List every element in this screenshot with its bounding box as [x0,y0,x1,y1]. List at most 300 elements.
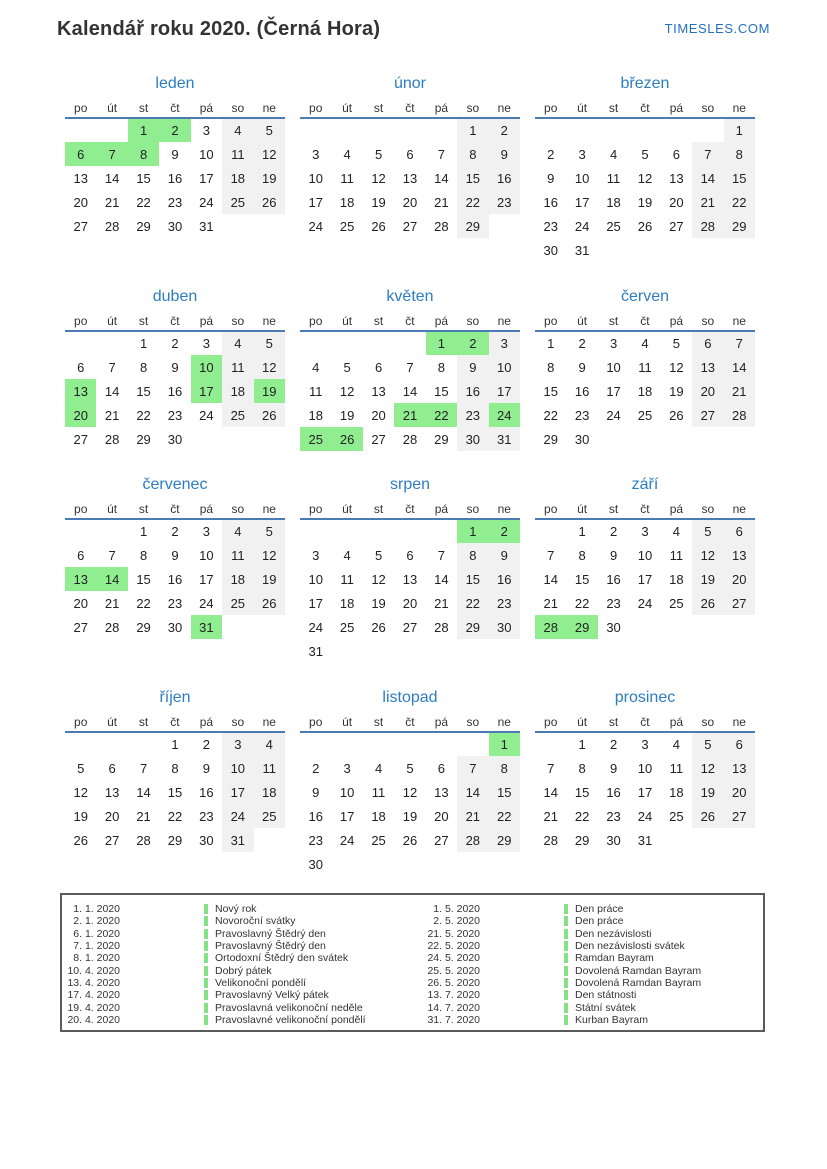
day-cell-empty [65,519,96,543]
week-row [65,756,285,780]
day-cell: 4 [222,331,253,355]
weekday-label: so [222,499,253,519]
weekday-header [65,98,285,118]
day-cell-empty [629,615,660,639]
day-cell: 7 [457,756,488,780]
day-cell: 25 [637,407,653,423]
day-cell: 19 [371,595,386,611]
day-cell: 30 [543,242,558,258]
day-cell: 30 [457,427,488,451]
day-cell: 25 [669,595,684,611]
day-cell: 16 [574,383,590,399]
day-cell: 22 [457,190,488,214]
day-cell: 21 [104,407,120,423]
legend-item [62,977,422,989]
day-cell-empty [629,238,660,262]
day-cell: 15 [574,784,590,800]
legend-holiday-name: Ramdan Bayram [575,952,654,965]
day-cell: 26 [254,591,285,615]
week-row [535,756,755,780]
day-cell: 24 [637,595,653,611]
legend-date: 2. 5. 2020 [433,915,480,928]
day-cell: 27 [371,431,386,447]
day-cell-empty [692,615,723,639]
weekday-label: čt [159,311,190,331]
day-cell-empty [331,519,362,543]
weekday-label: pá [661,499,692,519]
legend-holiday-name: Ortodoxní Štědrý den svátek [215,952,349,965]
month-calendar-srpen [300,476,520,663]
day-cell: 24 [637,808,653,824]
day-cell-empty [254,615,285,639]
day-cell-empty [363,331,394,355]
legend-item [422,915,763,927]
day-cell: 28 [402,431,418,447]
week-row [300,142,520,166]
day-cell: 27 [724,591,755,615]
month-table [65,499,285,639]
week-row [300,403,520,427]
legend-box [60,893,765,1032]
day-cell: 23 [308,832,323,848]
day-cell: 14 [543,784,558,800]
day-cell: 17 [308,194,323,210]
legend-color-bar [564,1015,568,1025]
day-cell: 29 [457,214,488,238]
day-cell: 27 [73,218,88,234]
day-cell-empty [222,615,253,639]
week-row [535,780,755,804]
legend-color-bar [204,953,208,963]
day-cell: 26 [371,218,386,234]
day-cell: 20 [402,595,418,611]
day-cell-empty [363,852,394,876]
day-cell: 28 [692,214,723,238]
day-cell: 29 [167,832,183,848]
day-cell: 30 [167,218,183,234]
week-row [65,142,285,166]
legend-holiday-name: Den nezávislosti svátek [575,940,685,953]
day-cell: 29 [434,431,449,447]
day-cell-empty [661,828,692,852]
day-cell-empty [692,828,723,852]
weekday-label: čt [159,98,190,118]
month-weeks [65,732,285,852]
week-row [65,615,285,639]
month-title: říjen [159,689,191,706]
day-cell: 10 [308,170,323,186]
day-cell-empty [629,427,660,451]
weekday-label: út [566,98,597,118]
legend-holiday-name: Dobrý pátek [215,964,272,977]
legend-holiday-name: Pravoslavný Štědrý den [215,927,326,940]
week-row [300,732,520,756]
day-cell: 23 [489,190,520,214]
day-cell: 2 [547,146,555,162]
month-weeks [300,118,520,238]
week-row [65,519,285,543]
day-cell-empty [65,732,96,756]
day-cell: 10 [222,756,253,780]
legend-date: 31. 7. 2020 [427,1013,480,1026]
week-row [535,403,755,427]
day-cell-empty [535,519,566,543]
day-cell: 22 [136,407,151,423]
day-cell: 15 [543,383,558,399]
legend-item [422,977,763,989]
day-cell-empty [65,331,96,355]
weekday-label: so [457,499,488,519]
day-cell: 14 [136,784,151,800]
day-cell: 3 [489,331,520,355]
day-cell: 12 [371,170,386,186]
day-cell: 20 [371,407,386,423]
legend-item [62,940,422,952]
day-cell: 4 [343,547,351,563]
week-row [65,591,285,615]
day-cell: 20 [402,194,418,210]
day-cell: 17 [222,780,253,804]
legend-column [62,903,422,1030]
day-cell: 23 [606,595,621,611]
week-row [300,756,520,780]
day-cell: 15 [136,383,151,399]
day-cell: 2 [457,331,488,355]
day-cell: 13 [65,567,96,591]
day-cell: 13 [104,784,120,800]
month-title: září [631,476,659,493]
week-row [300,519,520,543]
weekday-header [535,499,755,519]
day-cell: 17 [606,383,621,399]
month-calendar-červenec [65,476,285,639]
legend-date: 2. 1. 2020 [73,915,120,928]
day-cell-empty [96,519,127,543]
legend-holiday-name: Pravoslavné velikonoční pondělí [215,1013,366,1026]
legend-color-bar [564,941,568,951]
legend-holiday-name: Pravoslavný Štědrý den [215,940,326,953]
day-cell: 19 [73,808,88,824]
day-cell: 9 [171,547,179,563]
day-cell: 29 [136,431,151,447]
day-cell: 2 [489,118,520,142]
day-cell: 4 [672,737,681,752]
weekday-label: čt [629,499,660,519]
day-cell: 7 [547,760,555,776]
day-cell: 11 [308,383,323,399]
day-cell: 20 [434,808,449,824]
day-cell: 28 [104,619,120,635]
day-cell: 5 [343,359,351,375]
day-cell: 24 [199,407,214,423]
weekday-label: ne [254,98,285,118]
week-row [535,379,755,403]
legend-holiday-name: Nový rok [215,903,257,916]
legend-date: 8. 1. 2020 [73,952,120,965]
day-cell: 4 [374,760,383,776]
week-row [300,852,520,876]
day-cell: 26 [73,832,88,848]
legend-holiday-name: Novoroční svátky [215,915,296,928]
weekday-label: so [222,311,253,331]
day-cell: 11 [340,571,354,587]
legend-date: 1. 1. 2020 [73,903,120,916]
legend-item [422,964,763,976]
weekday-label: po [535,499,566,519]
day-cell: 15 [574,571,590,587]
day-cell: 7 [96,142,127,166]
month-title: listopad [382,689,438,706]
legend-color-bar [204,978,208,988]
day-cell: 6 [77,359,85,375]
day-cell: 22 [136,194,151,210]
day-cell: 12 [692,756,723,780]
legend-item [62,964,422,976]
legend-holiday-name: Dovolená Ramdan Bayram [575,964,702,977]
day-cell: 25 [300,427,331,451]
day-cell: 21 [136,808,151,824]
week-row [65,804,285,828]
weekday-header [65,712,285,732]
weekday-label: pá [191,499,222,519]
day-cell-empty [598,427,629,451]
weekday-label: pá [661,712,692,732]
day-cell-empty [598,238,629,262]
day-cell: 15 [167,784,183,800]
day-cell: 19 [692,567,723,591]
day-cell: 3 [641,524,649,539]
day-cell-empty [363,732,394,756]
day-cell: 1 [578,737,586,752]
day-cell: 2 [171,336,179,351]
legend-item [62,915,422,927]
week-row [535,214,755,238]
day-cell: 6 [108,760,116,776]
day-cell: 27 [724,804,755,828]
weekday-label: ne [724,712,755,732]
month-title: duben [152,288,198,305]
day-cell: 23 [606,808,621,824]
legend-date: 6. 1. 2020 [73,927,120,940]
day-cell: 20 [692,379,723,403]
day-cell: 20 [73,194,88,210]
day-cell: 14 [543,571,558,587]
day-cell: 18 [222,379,253,403]
day-cell-empty [300,118,331,142]
day-cell: 3 [202,123,211,138]
weekday-label: po [535,712,566,732]
day-cell: 3 [202,524,211,539]
day-cell-empty [394,331,425,355]
weekday-label: so [692,712,723,732]
day-cell-empty [598,118,629,142]
weekday-label: ne [489,311,520,331]
weekday-label: st [128,499,159,519]
weekday-header [300,311,520,331]
weekday-label: st [363,98,394,118]
day-cell: 25 [222,591,253,615]
day-cell-empty [363,118,394,142]
month-calendar-prosinec [535,689,755,852]
weekday-label: út [566,499,597,519]
day-cell: 15 [136,170,151,186]
day-cell: 19 [254,166,285,190]
day-cell: 22 [574,808,590,824]
month-calendar-září [535,476,755,639]
week-row [65,118,285,142]
weekday-header [535,311,755,331]
day-cell: 26 [692,804,723,828]
weekday-header-row [65,311,285,331]
day-cell: 11 [254,756,285,780]
weekday-label: pá [661,311,692,331]
weekday-label: út [331,712,362,732]
weekday-header [300,499,520,519]
day-cell: 9 [609,547,618,563]
day-cell: 6 [77,547,85,563]
legend-holiday-name: Kurban Bayram [575,1013,648,1026]
day-cell-empty [566,118,597,142]
week-row [300,567,520,591]
day-cell: 23 [543,218,558,234]
day-cell: 4 [641,336,649,351]
day-cell-empty [394,519,425,543]
day-cell-empty [254,214,285,238]
week-row [535,519,755,543]
day-cell: 7 [139,760,148,776]
day-cell: 28 [434,218,449,234]
weekday-label: ne [254,712,285,732]
weekday-label: čt [159,712,190,732]
legend-color-bar [564,904,568,914]
day-cell: 2 [489,519,520,543]
weekday-label: čt [629,311,660,331]
weekday-label: po [300,712,331,732]
day-cell-empty [128,732,159,756]
day-cell: 30 [489,615,520,639]
day-cell: 23 [167,194,183,210]
site-link[interactable]: TIMESLES.COM [664,21,770,36]
day-cell: 23 [167,595,183,611]
weekday-label: pá [191,311,222,331]
week-row [300,355,520,379]
day-cell: 5 [254,331,285,355]
legend-date: 13. 7. 2020 [427,989,480,1002]
day-cell-empty [426,118,457,142]
day-cell: 9 [312,784,320,800]
day-cell-empty [724,828,755,852]
day-cell: 7 [437,146,446,162]
weekday-label: čt [629,98,660,118]
day-cell-empty [426,639,457,663]
weekday-label: út [331,98,362,118]
day-cell: 29 [543,431,558,447]
day-cell-empty [96,331,127,355]
day-cell: 25 [606,218,621,234]
weekday-label: pá [426,712,457,732]
weekday-header-row [535,98,755,118]
weekday-label: ne [254,311,285,331]
week-row [300,639,520,663]
day-cell: 16 [606,784,621,800]
day-cell: 8 [489,756,520,780]
month-calendar-listopad [300,689,520,876]
day-cell: 25 [222,403,253,427]
day-cell: 29 [489,828,520,852]
day-cell: 27 [434,832,449,848]
week-row [65,732,285,756]
day-cell: 6 [65,142,96,166]
day-cell: 7 [547,547,555,563]
legend-color-bar [204,1003,208,1013]
day-cell: 9 [171,359,179,375]
day-cell: 20 [724,567,755,591]
day-cell: 10 [339,784,355,800]
day-cell: 14 [402,383,418,399]
day-cell: 1 [457,118,488,142]
legend-color-bar [564,978,568,988]
day-cell: 13 [402,571,418,587]
month-weeks [535,519,755,639]
legend-date: 14. 7. 2020 [427,1001,480,1014]
day-cell: 17 [308,595,323,611]
day-cell: 1 [578,524,586,539]
legend-holiday-name: Den státnosti [575,989,637,1002]
day-cell: 31 [308,643,323,659]
day-cell: 16 [199,784,214,800]
day-cell: 7 [692,142,723,166]
day-cell-empty [426,519,457,543]
legend-color-bar [204,904,208,914]
week-row [535,804,755,828]
legend-column [422,903,763,1030]
day-cell: 19 [402,808,418,824]
day-cell: 27 [73,431,88,447]
day-cell: 5 [692,732,723,756]
legend-date: 26. 5. 2020 [427,976,480,989]
day-cell: 12 [371,571,386,587]
day-cell: 26 [669,407,684,423]
day-cell: 4 [222,118,253,142]
day-cell: 3 [609,336,618,351]
day-cell: 1 [489,732,520,756]
weekday-header [300,98,520,118]
legend-holiday-name: Pravoslavný Velký pátek [215,989,329,1002]
day-cell: 18 [222,166,253,190]
week-row [535,142,755,166]
day-cell: 22 [724,190,755,214]
month-title: srpen [389,476,431,493]
weekday-label: po [300,499,331,519]
day-cell: 13 [692,355,723,379]
day-cell: 5 [641,146,649,162]
weekday-header [65,499,285,519]
day-cell: 10 [574,170,590,186]
weekday-label: po [65,499,96,519]
month-weeks [65,519,285,639]
day-cell: 13 [73,170,88,186]
day-cell-empty [692,118,723,142]
day-cell: 1 [139,336,148,351]
day-cell: 14 [724,355,755,379]
weekday-header-row [65,712,285,732]
day-cell: 31 [222,828,253,852]
weekday-header-row [300,98,520,118]
weekday-label: so [457,712,488,732]
week-row [65,828,285,852]
day-cell: 9 [489,142,520,166]
day-cell: 25 [371,832,386,848]
